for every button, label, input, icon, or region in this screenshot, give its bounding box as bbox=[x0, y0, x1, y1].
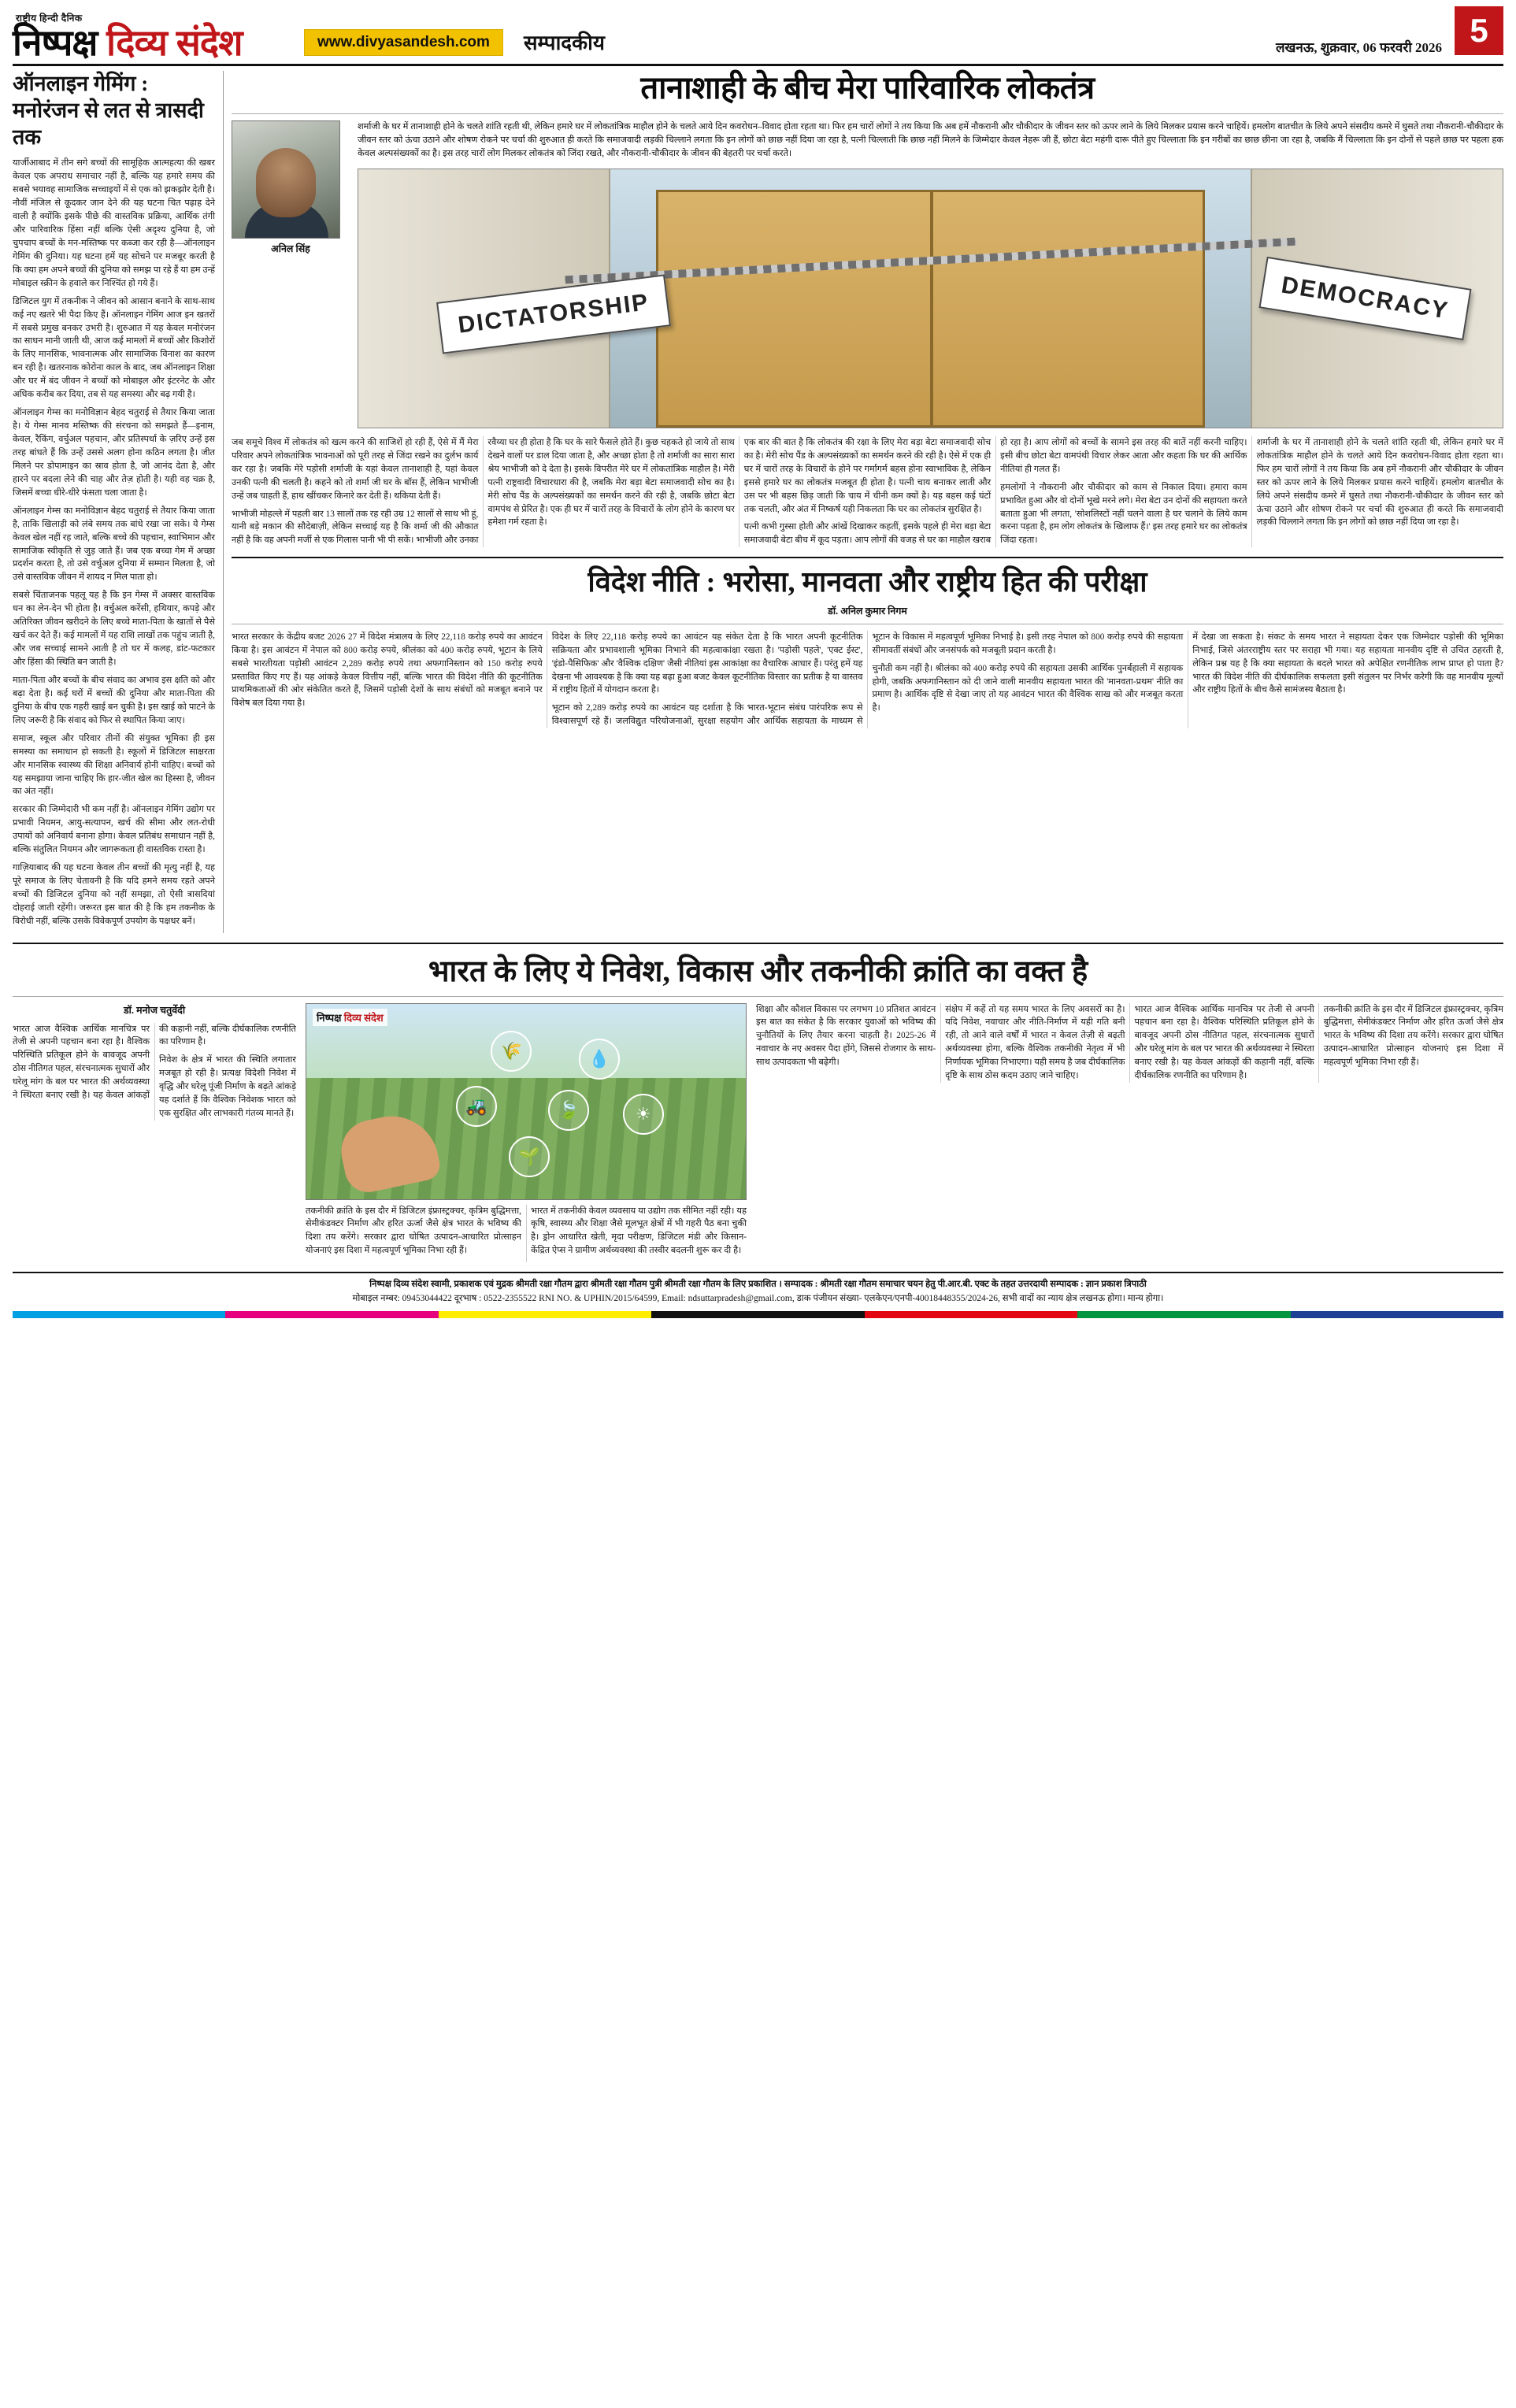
dictatorship-sign: DICTATORSHIP bbox=[436, 274, 671, 354]
page-footer bbox=[13, 1272, 1503, 1318]
paragraph: डिजिटल युग में तकनीक ने जीवन को आसान बनाने के साथ-साथ कई नए खतरे भी पैदा किए हैं। ऑनलाइन गेमिंग आज इन खतरों में सबसे प्रमुख बनकर उभरी है। शुरुआत में यह केवल मनोरंजन का साधन मानी जाती थी, आज कई मामलों में बच्चों और किशोरों के लिए मानसिक, भावनात्मक और सामाजिक विनाश का कारण बन रही है। खतरनाक कोरोना काल के बाद, जब ऑनलाइन शिक्षा और घर में बंद जीवन ने बच्चों को मोबाइल और इंटरनेट के और अधिक करीब कर दिया, तब से यह समस्या और बढ़ गयी है। bbox=[13, 296, 215, 400]
story3-col-a bbox=[13, 1023, 296, 1121]
divider bbox=[232, 113, 1503, 114]
color-swatch-red bbox=[865, 1311, 1077, 1318]
paragraph: ऑनलाइन गेम्स का मनोविज्ञान बेहद चतुराई से तैयार किया जाता है। ये गेम्स मानव मस्तिष्क की संरचना को समझते हैं—इनाम, केवल, रैकिंग, वर्चुअल पहचान, और प्रतिस्पर्धा के ज़रिए उन्हें इस तरह बांधते हैं कि उन्हें उससे अलग होना कठिन लगता है। जीत मिलने पर डोपामाइन का स्राव होता है, जो आनंद देता है, और हारने पर बदला लेने की चाह और तेज़ होती है। यही वह चक्र है, जिसमें बच्चा धीरे-धीरे फंसता चला जाता है। bbox=[13, 408, 215, 498]
paragraph: भाभीजी मोहल्ले में पहली बार 13 सालों तक रह रही उम्र 12 सालों से साथ भी हूं, यानी बड़े मकान की सौदेबाज़ी, लेकिन सच्चाई यह है कि शर्मा जी की औकात नहीं है कि वह अपनी मर्जी से एक गिलास पानी भी पी सकें। भाभीजी और उनका रवैय्या घर ही होता है कि घर के सारे फैसले होते हैं। कुछ चहकते हो जाये तो साथ देखने वालों पर डाल दिया जाता है, और अच्छा होता है तो शर्माजी का सारा सारा श्रेय भाभीजी को दे देता है। इसके विपरीत मेरे घर में लोकतांत्रिक माहौल है। मेरी पत्नी राष्ट्रवादी विचारधारा की है, जबकि मेरा बड़ा बेटा समाजवादी सोच का है। मेरी सोच पैंड के अल्पसंख्यकों का समर्थन करने की रही है, जबकि छोटा बेटा वामपंथ से प्रेरित है। एक ही घर में चारों तरह के विचारों के लोग होने के कारण घर हमेशा गर्म रहता है। bbox=[232, 437, 735, 546]
foreign-policy-article bbox=[232, 566, 1503, 728]
author-name: अनिल सिंह bbox=[271, 243, 310, 254]
section-title: सम्पादकीय bbox=[523, 31, 605, 54]
story3-headline: भारत के लिए ये निवेश, विकास और तकनीकी क्रांति का वक्त है bbox=[428, 954, 1088, 988]
masthead bbox=[13, 11, 1503, 66]
leaf-icon: 🍃 bbox=[548, 1090, 589, 1131]
left-article-body bbox=[13, 157, 215, 928]
logo-word-1: निष्पक्ष bbox=[13, 22, 107, 63]
paragraph: भारत आज वैश्विक आर्थिक मानचित्र पर तेजी से अपनी पहचान बना रहा है। वैश्विक परिस्थिति प्रतिकूल होने के बावजूद अपनी ठोस नीतिगत पहल, संरचनात्मक सुधारों और घरेलू मांग के बल पर भारत की अर्थव्यवस्था ने स्थिरता बनाए रखी है। यह केवल आंकड़ों की कहानी नहीं, बल्कि दीर्घकालिक रणनीति का परिणाम है। bbox=[1134, 1004, 1314, 1081]
right-zone bbox=[232, 71, 1503, 933]
investment-article bbox=[13, 955, 1503, 1262]
left-column-article bbox=[13, 71, 224, 933]
watermark-word-2: दिव्य संदेश bbox=[343, 1011, 384, 1024]
story3-right-column bbox=[756, 1003, 1503, 1263]
paragraph: चुनौती कम नहीं है। श्रीलंका को 400 करोड़ रुपये की सहायता उसकी आर्थिक पुनर्बहाली में सहायक होगी, जबकि अफगानिस्तान को दी जाने वाली मानवीय सहायता भारत की 'मानवता-प्रथम' नीति का प्रमाण है। आर्थिक दृष्टि से देखा जाए तो यह आवंटन भारत की वैश्विक साख को और मजबूत करता है। bbox=[872, 663, 1184, 713]
story2-columns bbox=[232, 631, 1503, 729]
paragraph: यार्जीआबाद में तीन सगे बच्चों की सामूहिक आत्महत्या की खबर केवल एक अपराध समाचार नहीं है, बल्कि यह हमारे समय की सबसे भयावह सामाजिक सच्चाइयों में से एक को झकझोर देती है। नौवीं मंजिल से कूदकर जान देने की यह घटना चित पढ़ाह देने वाली है क्योंकि इसके पीछे की वास्तविक प्रक्रिया, आर्थिक तंगी और पारिवारिक हिंसा नहीं बल्कि ऐसी अदृश्य दुनिया है, जो चुपचाप बच्चों के मन-मस्तिष्क पर कब्जा कर रही है—ऑनलाइन गेमिंग की दुनिया। यह घटना हमें यह सोचने पर मजबूर करती है कि क्या हम अपने बच्चों की दुनिया को समझ पा रहे हैं या हम उन्हें मोबाइल स्क्रीन के हवाले कर निश्चिंत हो गये हैं। bbox=[13, 158, 215, 288]
paragraph: तकनीकी क्रांति के इस दौर में डिजिटल इंफ्रास्ट्रक्चर, कृत्रिम बुद्धिमत्ता, सेमीकंडक्टर निर्माण और हरित ऊर्जा जैसे क्षेत्र भारत के भविष्य की दिशा तय करेंगे। सरकार द्वारा घोषित उत्पादन-आधारित प्रोत्साहन योजनाएं इस दिशा में महत्वपूर्ण भूमिका निभा रही हैं। bbox=[306, 1206, 521, 1256]
story3-body bbox=[13, 1003, 1503, 1263]
story3-col-b bbox=[306, 1205, 747, 1263]
story3-byline: डॉ. मनोज चतुर्वेदी bbox=[123, 1004, 186, 1016]
paragraph: में देखा जा सकता है। संकट के समय भारत ने सहायता देकर एक जिम्मेदार पड़ोसी की भूमिका निभाई, जिसे अंतरराष्ट्रीय स्तर पर सराहा भी गया। यह सहायता मानवीय दृष्टि से उचित ठहरती है, लेकिन प्रश्न यह है कि क्या सहायता के बदले भारत को अपेक्षित रणनीतिक लाभ प्राप्त हो पाता है? भारत की विदेश नीति की दीर्घकालिक सफलता इसी संतुलन पर निर्भर करेगी कि वह मानवीय मूल्यों और राष्ट्रीय हितों के बीच कैसे सामंजस्य बैठाता है। bbox=[1192, 632, 1503, 695]
color-swatch-cyan bbox=[13, 1311, 225, 1318]
lead-article-columns bbox=[232, 436, 1503, 548]
democracy-sign: DEMOCRACY bbox=[1258, 257, 1471, 340]
story3-left-column bbox=[13, 1003, 296, 1263]
masthead-middle bbox=[304, 11, 1276, 61]
water-drop-icon: 💧 bbox=[579, 1039, 620, 1080]
color-swatch-green bbox=[1077, 1311, 1290, 1318]
dateline: लखनऊ, शुक्रवार, 06 फरवरी 2026 bbox=[1275, 40, 1442, 55]
paragraph: भारत सरकार के केंद्रीय बजट 2026 27 में विदेश मंत्रालय के लिए 22,118 करोड़ रुपये का आवंटन किया है। इस आवंटन में नेपाल को 800 करोड़ रुपये, श्रीलंका को 400 करोड़ रुपये, भूटान के लिये सबसे भारतीयता पड़ोसी आवंटन 2,289 करोड़ रुपये तथा अफगानिस्तान को 150 करोड़ रुपये प्रस्तावित किए गए हैं। यह आंकड़े केवल वित्तीय नहीं, बल्कि भारत की विदेश नीति की कूटनीतिक प्राथमिकताओं की ओर संकेतित करते हैं, जिसमें पड़ोसी देशों के साथ संबंधों को मजबूत बनाने पर विशेष बल दिया गया है। bbox=[232, 632, 543, 709]
color-registration-bar bbox=[13, 1311, 1503, 1318]
color-swatch-yellow bbox=[439, 1311, 651, 1318]
color-swatch-blue bbox=[1291, 1311, 1503, 1318]
paragraph: सरकार की जिम्मेदारी भी कम नहीं है। ऑनलाइन गेमिंग उद्योग पर प्रभावी नियमन, आयु-सत्यापन, खर्च की सीमा और लत-रोधी उपायों को अनिवार्य बनाना होगा। केवल प्रतिबंध समाधान नहीं है, बल्कि संतुलित नियमन और जागरूकता ही वास्तविक रास्ता है। bbox=[13, 805, 215, 855]
left-article-headline: ऑनलाइन गेमिंग : मनोरंजन से लत से त्रासदी तक bbox=[13, 72, 204, 149]
lead-intro: शर्माजी के घर में तानाशाही होने के चलते शांति रहती थी, लेकिन हमारे घर में लोकतांत्रिक माहौल होने के चलते आये दिन कवरोधन–विवाद होता रहता था। फिर हम चारों लोगों ने तय किया कि अब हमें नौकरानी और चौकीदार के जीवन स्तर को ऊपर लाने के लिये मिलकर प्रयास करने चाहियें। हमलोग बातचीत के लिये अपने संसदीय कमरे में घुसते तथा नौकरानी-चौकीदार के जीवन स्तर को ऊंचा उठाने और शोषण रोकने पर चर्चा की शुरुआत ही करते कि समाजवादी लड़की चिल्लाने लगता कि इन लोगों को छाछ नहीं दिया जा रहा है, पत्नी चिल्लाती कि छाछ नहीं मिलने के जिम्मेदार केवल नेहरू जी हैं, छोटा बेटा महंगी दारू पीते हुए चिल्लाता कि इन गरीबों का छाछ छीना जा रहा है, जबकि मैं चिल्लाता कि इन दोनों से पहले छाछ पर पहला हक केवल अल्पसंख्यकों का है। इस तरह चारों लोग मिलकर लोकतंत्र को जिंदा रखते, और नौकरानी-चौकीदार के जीवन की बेहतरी पर चर्चा करते। bbox=[358, 122, 1503, 158]
paragraph: सबसे चिंताजनक पहलू यह है कि इन गेम्स में अक्सर वास्तविक धन का लेन-देन भी होता है। वर्चुअल करेंसी, हथियार, कपड़े और अतिरिक्त जीवन खरीदने के लिए बच्चे माता-पिता के खातों से पैसे खर्च कर देते हैं। कई मामलों में यह राशि लाखों तक पहुंच जाती है, और जब सच्चाई सामने आती है तो घर में कलह, डांट-फटकार और हिंसा की स्थिति बन जाती है। bbox=[13, 591, 215, 667]
author-block bbox=[232, 120, 350, 428]
lead-article bbox=[232, 71, 1503, 547]
color-swatch-magenta bbox=[225, 1311, 438, 1318]
paragraph: माता-पिता और बच्चों के बीच संवाद का अभाव इस क्षति को और बढ़ा देता है। कई घरों में बच्चों की दुनिया और माता-पिता की दुनिया के बीच एक गहरी खाई बन चुकी है। इस खाई को पाटने के लिए जरूरी है कि संवाद को फिर से स्थापित किया जाए। bbox=[13, 675, 215, 725]
paragraph: गाज़ियाबाद की यह घटना केवल तीन बच्चों की मृत्यु नहीं है, यह पूरे समाज के लिए चेतावनी है कि यदि हमने समय रहते अपने बच्चों की डिजिटल दुनिया को नहीं समझा, तो ऐसी त्रासदियां दोहराई जाती रहेंगी। जरूरत इस बात की है कि हम तकनीक के विरोधी नहीं, बल्कि उसके विवेकपूर्ण उपयोग के पक्षधर बनें। bbox=[13, 863, 215, 926]
story2-headline: विदेश नीति : भरोसा, मानवता और राष्ट्रीय हित की परीक्षा bbox=[587, 566, 1147, 598]
door bbox=[656, 190, 1205, 428]
story3-col-c bbox=[756, 1003, 1503, 1084]
divider bbox=[232, 557, 1503, 558]
color-swatch-black bbox=[651, 1311, 864, 1318]
story3-photo-block bbox=[306, 1003, 747, 1263]
lead-headline: तानाशाही के बीच मेरा पारिवारिक लोकतंत्र bbox=[640, 70, 1095, 106]
paragraph: भारत में तकनीकी केवल व्यवसाय या उद्योग तक सीमित नहीं रही। यह कृषि, स्वास्थ्य और शिक्षा जैसे मूलभूत क्षेत्रों में भी गहरी पैठ बना चुकी है। ड्रोन आधारित खेती, मृदा परीक्षण, डिजिटल मंडी और किसान-केंद्रित ऐप्स ने ग्रामीण अर्थव्यवस्था की तस्वीर बदलनी शुरू कर दी है। bbox=[531, 1206, 747, 1256]
paragraph: पत्नी कभी गुस्सा होती और आंखें दिखाकर कहतीं, इसके पहले ही मेरा बड़ा बेटा समाजवादी बेटा बीच में कूद पड़ता। आप लोगों की वजह से घर का माहौल खराब हो रहा है। आप लोगों को बच्चों के सामने इस तरह की बातें नहीं करनी चाहिए। इसी बीच छोटा बेटा वामपंथी विचार लेकर आता और कहता कि घर की आर्थिक नीतियां ही गलत हैं। bbox=[743, 437, 1247, 546]
agriculture-technology-photo bbox=[306, 1003, 747, 1200]
logo-title bbox=[13, 24, 304, 61]
watermark-word-1: निष्पक्ष bbox=[317, 1011, 344, 1024]
icon-overlay bbox=[306, 1004, 746, 1199]
paragraph: जब समूचे विश्व में लोकतंत्र को खत्म करने की साजिशें हो रही हैं, ऐसे में मैं मेरा परिवार अपने लोकतांत्रिक भावनाओं को पूरी तरह से जिंदा रखने का दुर्लभ कार्य कर रहा है। जबकि मेरे पड़ोसी शर्माजी के यहां केवल तानाशाही है, यहां केवल उनकी पत्नी की चलती है। कहने को तो शर्मा जी घर के बॉस हैं, लेकिन भाभीजी उन्हें जब चाहती हैं, हाथ खींचकर किनारे कर देती हैं। थकिया देती हैं। bbox=[232, 437, 479, 501]
wheat-icon: 🌾 bbox=[491, 1031, 532, 1072]
logo-tagline: राष्ट्रीय हिन्दी दैनिक bbox=[16, 13, 83, 24]
footer-imprint: निष्पक्ष दिव्य संदेश स्वामी, प्रकाशक एवं मुद्रक श्रीमती रक्षा गौतम द्वारा श्रीमती रक्षा गौतम पुत्री श्रीमती रक्षा गौतम के लिए प्रकाशित । सम्पादक : श्रीमती रक्षा गौतम समाचार चयन हेतु पी.आर.बी. एक्ट के तहत उत्तरदायी सम्पादक : ज्ञान प्रकाश त्रिपाठी bbox=[369, 1280, 1147, 1290]
paragraph: शिक्षा और कौशल विकास पर लगभग 10 प्रतिशत आवंटन इस बात का संकेत है कि सरकार युवाओं को भविष्य की चुनौतियों के लिए तैयार करना चाहती है। 2025-26 में नवाचार के नए अवसर पैदा होंगे, जिससे रोजगार के साथ-साथ उत्पादकता भी बढ़ेगी। bbox=[756, 1004, 936, 1068]
paragraph: शर्माजी के घर में तानाशाही होने के चलते शांति रहती थी, लेकिन हमारे घर में लोकतांत्रिक माहौल होने के चलते आये दिन कवरोधन-विवाद होता रहता था। फिर हम चारों लोगों ने तय किया कि अब हमें नौकरानी और चौकीदार के जीवन स्तर को ऊपर लाने के लिये मिलकर प्रयास करने चाहियें। हमलोग बातचीत के लिये अपने संसदीय कमरे में घुसते तथा नौकरानी-चौकीदार के जीवन स्तर को ऊंचा उठाने और शोषण रोकने पर चर्चा की शुरुआत ही करते कि समाजवादी लड़की चिल्लाने लगता कि इन लोगों को छाछ नहीं दिया जा रहा है। bbox=[1256, 437, 1503, 528]
footer-contact: मोबाइल नम्बर: 09453044422 दूरभाष : 0522-2355522 RNI NO. & UPHIN/2015/64599, Email: ndsuttarpradesh@gmail.com, डाक पंजीयन संख्या- एलकेएन/एनपी-40018448355/2024-26, सभी वादों का न्याय क्षेत्र लखनऊ होगा। मान्य होगा। bbox=[352, 1294, 1164, 1304]
dictatorship-democracy-illustration bbox=[358, 169, 1503, 428]
top-zone bbox=[13, 71, 1503, 933]
lead-text-area bbox=[358, 120, 1503, 428]
author-photo bbox=[232, 120, 340, 239]
newspaper-logo bbox=[13, 11, 304, 61]
logo-word-2: दिव्य संदेश bbox=[106, 22, 243, 63]
paragraph: ऑनलाइन गेम्स का मनोविज्ञान बेहद चतुराई से तैयार किया जाता है, ताकि खिलाड़ी को लंबे समय तक बांधे रखा जा सके। ये गेम्स केवल खेल नहीं रह जाते, बल्कि बच्चे की पहचान, स्वाभिमान और सामाजिक स्वीकृति से जुड़ जाते हैं। जब एक बच्चा गेम में अच्छा प्रदर्शन करता है, तो उसे वर्चुअल दुनिया में सम्मान मिलता है, जो उसे वास्तविक जीवन में शायद न मिल पाता हो। bbox=[13, 506, 215, 583]
tractor-icon: 🚜 bbox=[456, 1086, 497, 1127]
paragraph: विदेश के लिए 22,118 करोड़ रुपये का आवंटन यह संकेत देता है कि भारत अपनी कूटनीतिक सक्रियता और प्रभावशाली भूमिका निभाने की महत्वाकांक्षा रखता है। 'पड़ोसी पहले', 'एक्ट ईस्ट', 'इंडो-पैसिफिक' और 'वैश्विक दक्षिण' जैसी नीतियां इस आकांक्षा का वैचारिक आधार हैं। परंतु हमें यह देखना भी आवश्यक है कि क्या यह बढ़ा हुआ बजट केवल कूटनीतिक विस्तार का प्रतीक है या वास्तव में राष्ट्रीय हितों में योगदान करता है। bbox=[551, 632, 863, 695]
lead-body bbox=[232, 120, 1503, 428]
paragraph: समाज, स्कूल और परिवार तीनों की संयुक्त भूमिका ही इस समस्या का समाधान हो सकती है। स्कूलों में डिजिटल साक्षरता और मानसिक स्वास्थ्य की शिक्षा अनिवार्य होनी चाहिए। बच्चों को यह समझाया जाना चाहिए कि हार-जीत खेल का हिस्सा है, जीवन का अंत नहीं। bbox=[13, 733, 215, 797]
paragraph: तकनीकी क्रांति के इस दौर में डिजिटल इंफ्रास्ट्रक्चर, कृत्रिम बुद्धिमत्ता, सेमीकंडक्टर निर्माण और हरित ऊर्जा जैसे क्षेत्र भारत के भविष्य की दिशा तय करेंगे। सरकार द्वारा घोषित उत्पादन-आधारित प्रोत्साहन योजनाएं इस दिशा में महत्वपूर्ण भूमिका निभा रही हैं। bbox=[1323, 1004, 1503, 1068]
paragraph: भारत आज वैश्विक आर्थिक मानचित्र पर तेजी से अपनी पहचान बना रहा है। वैश्विक परिस्थिति प्रतिकूल होने के बावजूद अपनी ठोस नीतिगत पहल, संरचनात्मक सुधारों और घरेलू मांग के बल पर भारत की अर्थव्यवस्था ने स्थिरता बनाए रखी है। यह केवल आंकड़ों की कहानी नहीं, बल्कि दीर्घकालिक रणनीति का परिणाम है। bbox=[13, 1024, 296, 1101]
website-url[interactable]: www.divyasandesh.com bbox=[304, 29, 503, 56]
plant-icon: 🌱 bbox=[509, 1136, 550, 1177]
divider bbox=[13, 943, 1503, 944]
paragraph: हमलोगों ने नौकरानी और चौकीदार को काम से निकाल दिया। हमारा काम प्रभावित हुआ और वो दोनों भूखे मरने लगे। मेरा बेटा उन दोनों की सहायता करते बताता हुआ भी लगता, 'सोशलिस्टों नहीं चलने वाला है घर चलाने के लिये काम करना पड़ता है, हम लोग लोकतंत्र के खिलाफ हैं।' इस तरह हमारे घर का लोकतंत्र जिंदा रहता। bbox=[1000, 482, 1247, 546]
paragraph: निवेश के क्षेत्र में भारत की स्थिति लगातार मजबूत हो रही है। प्रत्यक्ष विदेशी निवेश में वृद्धि और घरेलू पूंजी निर्माण के बढ़ते आंकड़े यह दर्शाते हैं कि वैश्विक निवेशक भारत को एक सुरक्षित और लाभकारी गंतव्य मानते हैं। bbox=[159, 1055, 296, 1119]
divider bbox=[13, 996, 1503, 997]
paragraph: संक्षेप में कहें तो यह समय भारत के लिए अवसरों का है। यदि निवेश, नवाचार और नीति-निर्माण में यही गति बनी रही, तो आने वाले वर्षों में भारत न केवल तेज़ी से बढ़ती अर्थव्यवस्था होगा, बल्कि वैश्विक तकनीकी नेतृत्व में भी निर्णायक भूमिका निभाएगा। यही समय है जब दीर्घकालिक दृष्टि के साथ ठोस कदम उठाए जाने चाहिए। bbox=[945, 1004, 1125, 1081]
paragraph: एक बार की बात है कि लोकतंत्र की रक्षा के लिए मेरा बड़ा बेटा समाजवादी सोच का है। मेरी सोच पैंड के अल्पसंख्यकों का समर्थन करने की रही है। ऐसे में एक ही घर में चारों तरह के विचारों के होने पर गर्मागर्म बहस होना स्वाभाविक है, लेकिन इससे हमारे घर का लोकतंत्र मजबूत ही होता है। पत्नी चाय बनाकर लाती और उस पर भी बहस छिड़ जाती कि चाय में चीनी कम क्यों है। यह बहस कई घंटों तक चलती, और अंत में निष्कर्ष यही निकलता कि घर का लोकतंत्र सुरक्षित है। bbox=[743, 437, 992, 514]
sun-icon: ☀ bbox=[623, 1094, 664, 1135]
paragraph: भूटान को 2,289 करोड़ रुपये का आवंटन यह दर्शाता है कि भारत-भूटान संबंध पारंपरिक रूप से विश्वासपूर्ण रहे हैं। जलविद्युत परियोजनाओं, सुरक्षा सहयोग और आर्थिक सहायता के माध्यम से भूटान के विकास में महत्वपूर्ण भूमिका निभाई है। इसी तरह नेपाल को 800 करोड़ रुपये की सहायता सीमावर्ती संबंधों और जनसंपर्क को मजबूती प्रदान करती है। bbox=[551, 632, 1184, 727]
page-number: 5 bbox=[1455, 6, 1503, 55]
story2-byline: डॉ. अनिल कुमार निगम bbox=[828, 605, 907, 617]
